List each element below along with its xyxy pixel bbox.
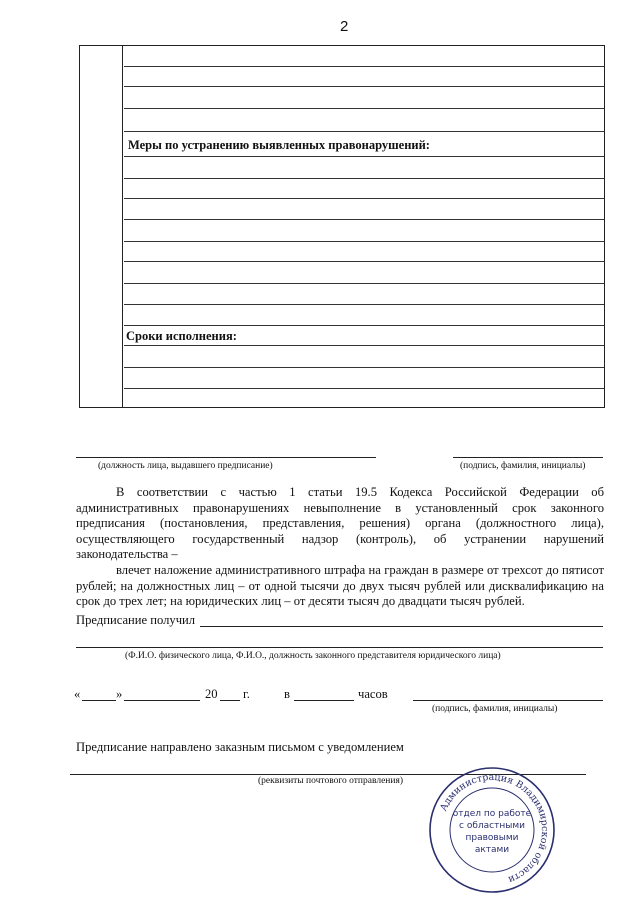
legal-paragraph-2: влечет наложение административного штрафа на граждан в размере от трехсот до пятисот рублей; на должностных лиц – от одной тысячи до двух тысяч рублей или дисквалификацию на срок до трех лет; на юридических лиц – от десяти тысяч до двадцати тысяч рублей. <box>76 562 604 609</box>
hour-line <box>294 700 354 701</box>
date-signature-caption: (подпись, фамилия, инициалы) <box>432 704 558 714</box>
hours-word: часов <box>358 687 388 701</box>
signature-caption: (подпись, фамилия, инициалы) <box>460 461 586 471</box>
signature-line <box>453 457 603 458</box>
mailed-caption: (реквизиты почтового отправления) <box>258 776 404 786</box>
received-caption: (Ф.И.О. физического лица, Ф.И.О., должность законного представителя юридического лица) <box>125 651 501 661</box>
stamp-center-line-4: актами <box>474 845 510 855</box>
legal-paragraph-1: В соответствии с частью 1 статьи 19.5 Кодекса Российской Федерации об административных правонарушениях невыполнение в установленный срок законного предписания (постановления, представления, решения) органа (должностного лица), осуществляющего государственный надзор (контроль), об устранении нарушений законодательства – <box>76 485 604 562</box>
year-prefix: 20 <box>205 687 218 701</box>
year-line <box>220 700 240 701</box>
stamp-center-line-1: отдел по работе <box>452 809 532 819</box>
received-line-2 <box>76 647 603 648</box>
page-number: 2 <box>340 18 349 35</box>
table-column-divider <box>122 46 123 407</box>
received-line <box>200 626 603 627</box>
deadlines-heading: Сроки исполнения: <box>126 329 237 343</box>
date-open-quote: « <box>74 687 81 701</box>
measures-heading: Меры по устранению выявленных правонарушений: <box>128 138 430 152</box>
position-caption: (должность лица, выдавшего предписание) <box>98 461 273 471</box>
date-signature-line <box>413 700 603 701</box>
month-line <box>124 700 200 701</box>
position-line <box>76 457 376 458</box>
stamp-ring-text: Администрация Владимирской области <box>438 771 551 886</box>
administration-stamp <box>428 766 556 894</box>
legal-text <box>76 485 604 610</box>
stamp-center-line-2: с областными <box>459 821 525 831</box>
date-close-quote: » <box>116 687 123 701</box>
stamp-center-line-3: правовыми <box>465 833 519 843</box>
day-line <box>82 700 116 701</box>
year-suffix: г. <box>243 687 250 701</box>
measures-table <box>79 45 605 408</box>
in-word: в <box>284 687 290 701</box>
received-label: Предписание получил <box>76 613 196 627</box>
mailed-label: Предписание направлено заказным письмом с уведомлением <box>76 740 404 754</box>
